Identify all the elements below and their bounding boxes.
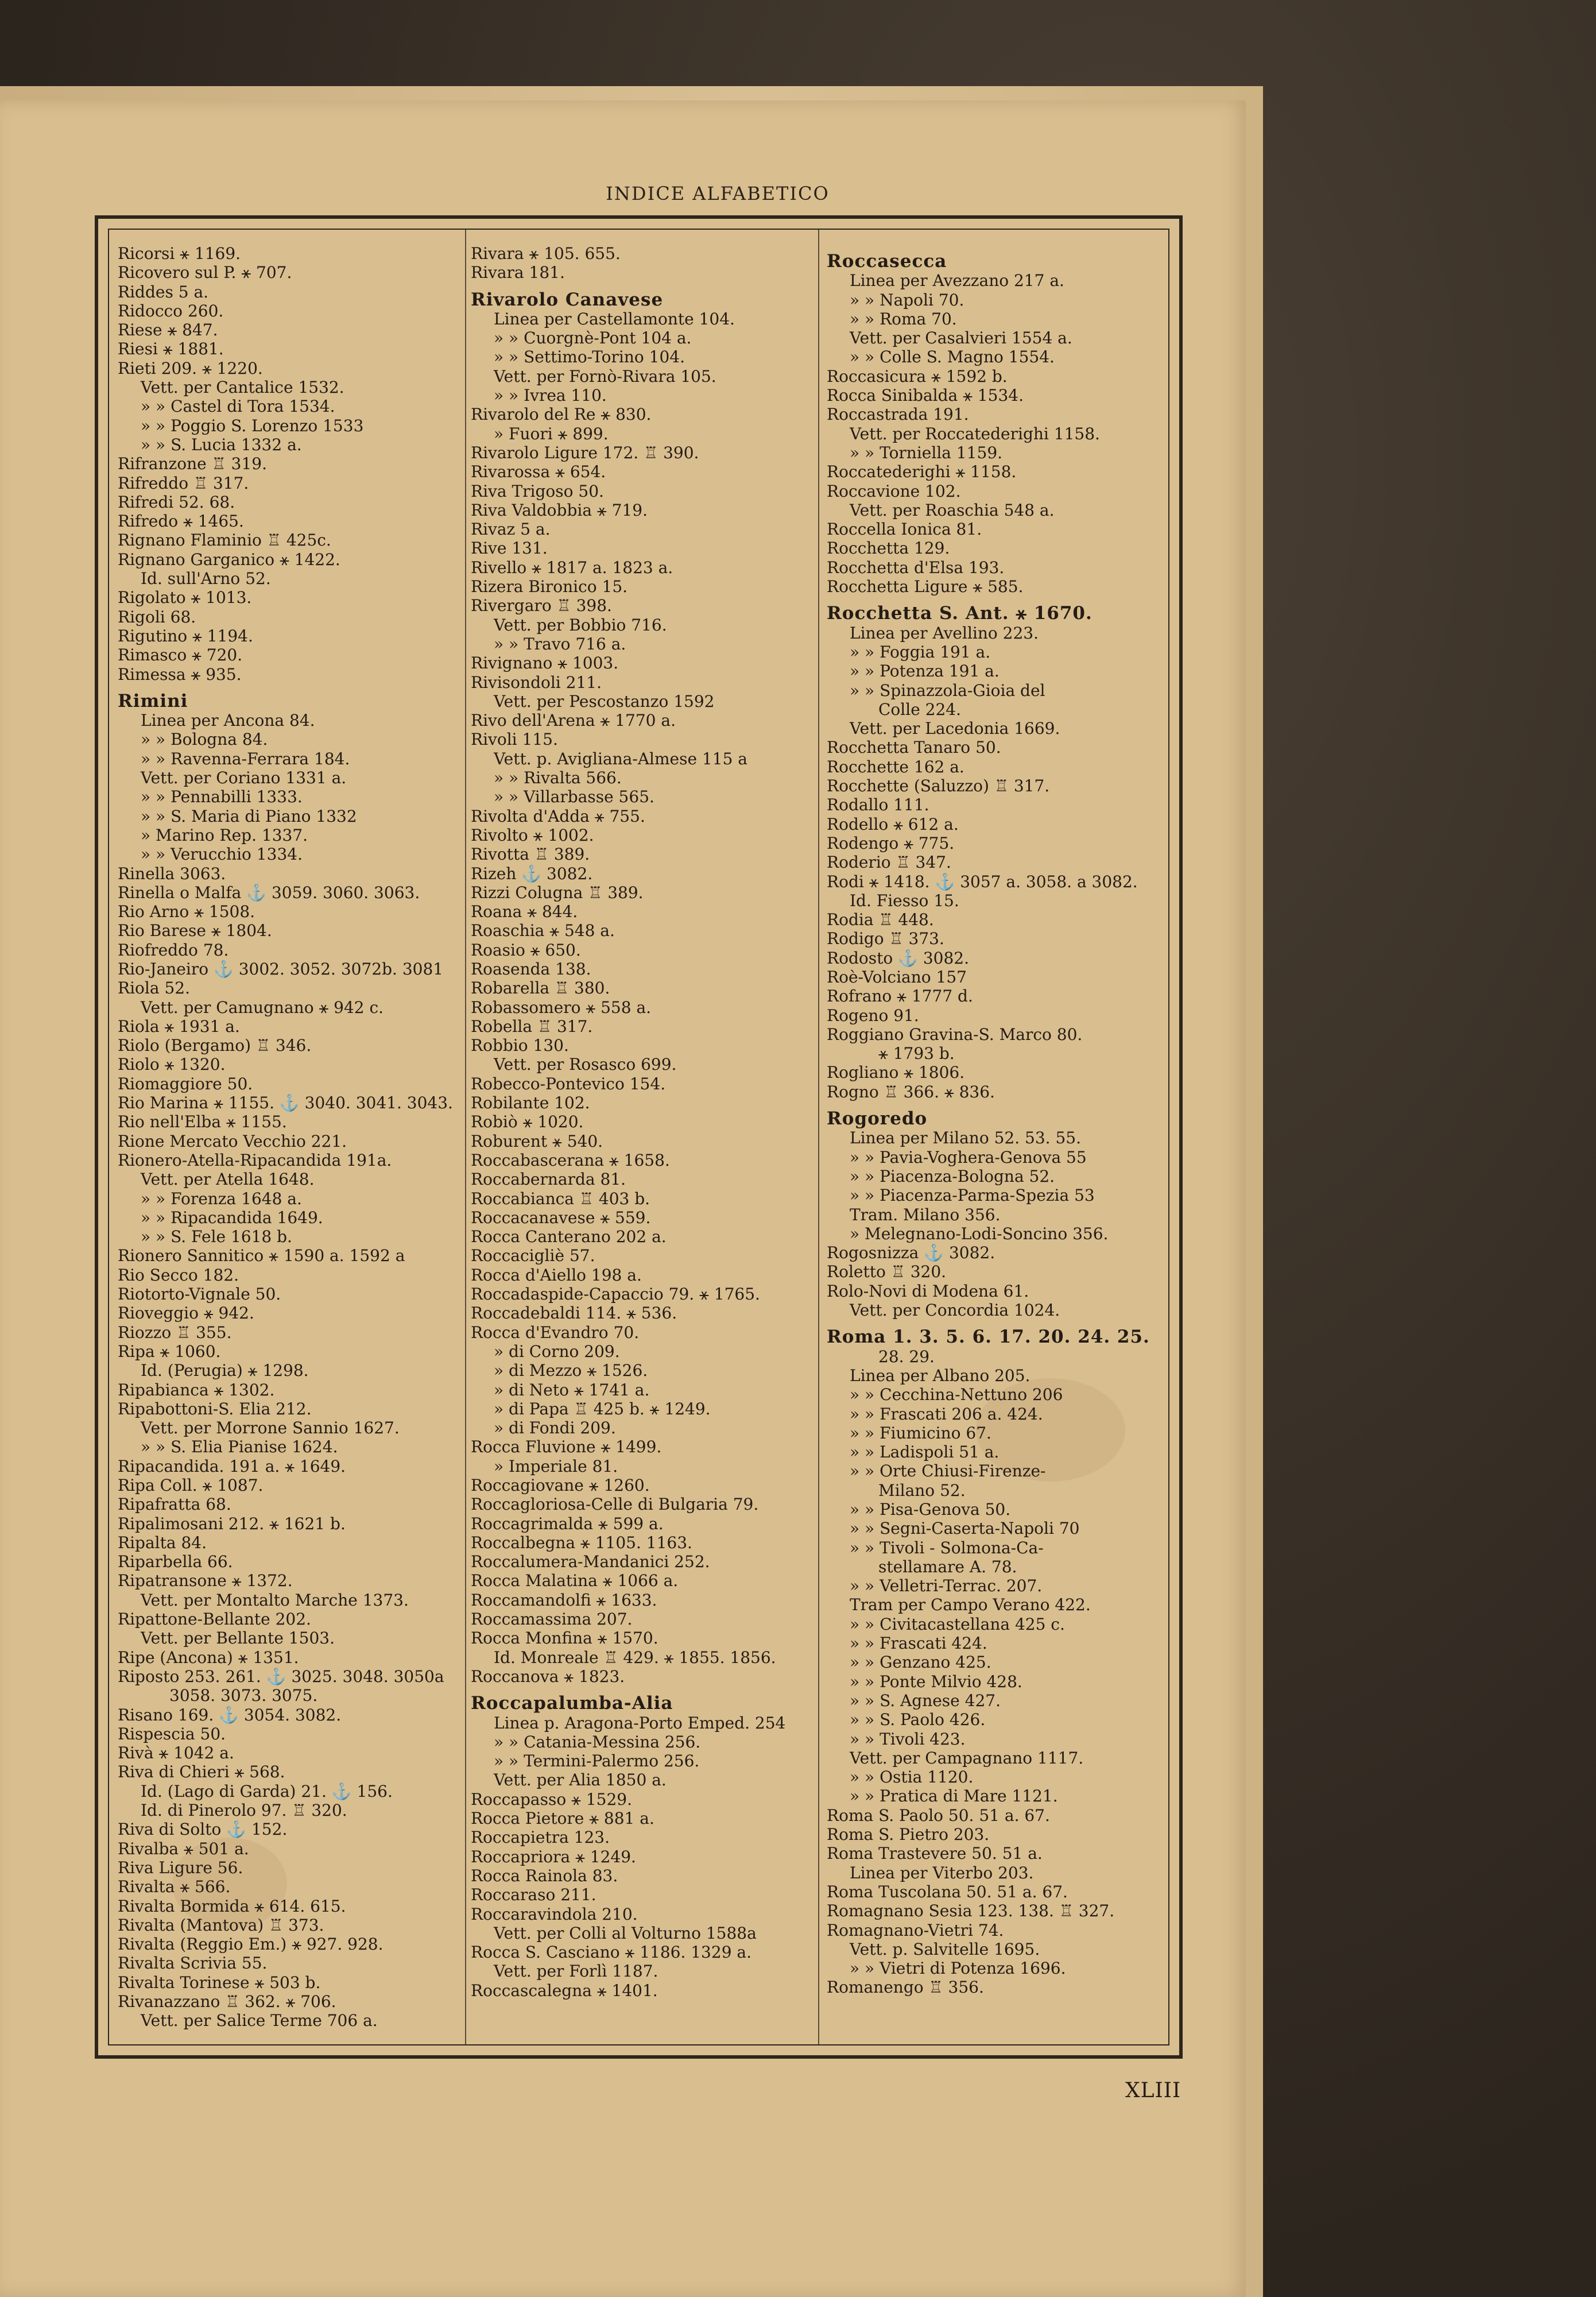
column-rule	[818, 230, 819, 2044]
index-entry: Vett. per Roccatederighi 1158.	[850, 424, 1100, 443]
index-entry: Riesi ⚹ 1881.	[118, 339, 224, 359]
index-entry: » » Napoli 70.	[850, 290, 964, 310]
index-entry: Rivaz 5 a.	[471, 520, 551, 539]
index-entry: Vett. per Bellante 1503.	[141, 1629, 335, 1648]
index-entry: Robbio 130.	[471, 1036, 569, 1055]
index-entry: Roccatederighi ⚹ 1158.	[827, 462, 1017, 482]
index-entry: ⚹ 1793 b.	[878, 1044, 955, 1064]
index-entry: Colle 224.	[878, 699, 962, 719]
index-entry: Rivergaro ♖ 398.	[471, 596, 612, 616]
index-entry: Rimessa ⚹ 935.	[118, 664, 242, 684]
index-entry: Rivalta Scrivia 55.	[118, 1954, 268, 1973]
index-entry: Ripabottoni-S. Elia 212.	[118, 1399, 312, 1418]
index-entry: Riparbella 66.	[118, 1552, 233, 1572]
index-entry: Rocca Canterano 202 a.	[471, 1227, 667, 1247]
index-entry: Rimini	[118, 691, 188, 711]
index-entry: Ripa Coll. ⚹ 1087.	[118, 1476, 264, 1495]
index-entry: Vett. per Cantalice 1532.	[141, 378, 344, 397]
index-entry: Linea per Milano 52. 53. 55.	[850, 1128, 1081, 1148]
index-entry: » » Civitacastellana 425 c.	[850, 1614, 1065, 1634]
index-entry: » » Ostia 1120.	[850, 1768, 974, 1787]
index-entry: » » Ladispoli 51 a.	[850, 1443, 1000, 1462]
index-entry: Roccapriora ⚹ 1249.	[471, 1847, 636, 1866]
index-entry: Vett. per Montalto Marche 1373.	[141, 1590, 409, 1610]
index-entry: » di Neto ⚹ 1741 a.	[494, 1380, 650, 1399]
index-entry: Rivello ⚹ 1817 a. 1823 a.	[471, 558, 673, 577]
index-column-2	[471, 244, 815, 2036]
index-entry: Milano 52.	[878, 1480, 966, 1500]
index-entry: » » Colle S. Magno 1554.	[850, 347, 1055, 367]
index-entry: Ripattone-Bellante 202.	[118, 1610, 311, 1629]
index-entry: Roma Tuscolana 50. 51 a. 67.	[827, 1882, 1068, 1901]
index-entry: » Melegnano-Lodi-Soncino 356.	[850, 1224, 1109, 1243]
index-entry: » » Frascati 424.	[850, 1634, 987, 1653]
index-entry: Roccagloriosa-Celle di Bulgaria 79.	[471, 1495, 759, 1514]
index-entry: Ricovero sul P. ⚹ 707.	[118, 263, 292, 283]
index-entry: Rigolato ⚹ 1013.	[118, 588, 252, 608]
index-entry: Rolo-Novi di Modena 61.	[827, 1281, 1029, 1301]
index-entry: Ridocco 260.	[118, 301, 224, 320]
index-entry: Roma 1. 3. 5. 6. 17. 20. 24. 25.	[827, 1328, 1150, 1347]
index-entry: Rione Mercato Vecchio 221.	[118, 1131, 347, 1151]
index-entry: Rizeh ⚓ 3082.	[471, 864, 593, 883]
index-column-1	[118, 244, 462, 2036]
index-entry: » » Castel di Tora 1534.	[141, 397, 335, 416]
index-entry: Rivarolo Ligure 172. ♖ 390.	[471, 443, 699, 462]
index-entry: Romagnano-Vietri 74.	[827, 1920, 1004, 1940]
index-entry: Rocchette 162 a.	[827, 757, 964, 776]
index-entry: » » Pisa-Genova 50.	[850, 1500, 1011, 1519]
index-entry: » » S. Elia Pianise 1624.	[141, 1437, 338, 1457]
index-entry: 3058. 3073. 3075.	[169, 1686, 318, 1706]
index-entry: Rocca Monfina ⚹ 1570.	[471, 1629, 658, 1648]
index-entry: » Fuori ⚹ 899.	[494, 424, 609, 443]
index-entry: Tram per Campo Verano 422.	[850, 1595, 1091, 1615]
index-entry: Riomaggiore 50.	[118, 1074, 253, 1093]
index-entry: Rodia ♖ 448.	[827, 910, 934, 930]
index-entry: Rio nell'Elba ⚹ 1155.	[118, 1112, 287, 1132]
index-entry: » » Villarbasse 565.	[494, 787, 654, 807]
index-entry: Rifredo ⚹ 1465.	[118, 512, 244, 531]
index-entry: Rocca Rainola 83.	[471, 1866, 618, 1885]
index-entry: » » Tivoli - Solmona-Ca-	[850, 1538, 1044, 1557]
index-entry: Roccapalumba-Alia	[471, 1694, 673, 1714]
index-entry: » » Cecchina-Nettuno 206	[850, 1385, 1063, 1405]
index-entry: Roana ⚹ 844.	[471, 902, 578, 922]
index-entry: » » Verucchio 1334.	[141, 845, 303, 864]
index-entry: Vett. per Camugnano ⚹ 942 c.	[141, 997, 384, 1017]
index-entry: Roccalbegna ⚹ 1105. 1163.	[471, 1533, 692, 1552]
index-entry: Linea per Albano 205.	[850, 1366, 1031, 1385]
index-entry: Rivarolo del Re ⚹ 830.	[471, 405, 652, 424]
index-entry: Linea per Ancona 84.	[141, 711, 315, 730]
index-entry: » » Ripacandida 1649.	[141, 1208, 323, 1227]
index-entry: Linea per Viterbo 203.	[850, 1863, 1034, 1882]
index-entry: Riolo (Bergamo) ♖ 346.	[118, 1036, 312, 1055]
index-entry: » » S. Paolo 426.	[850, 1710, 986, 1730]
index-entry: » » Torniella 1159.	[850, 443, 1003, 462]
index-entry: Vett. per Bobbio 716.	[494, 615, 667, 635]
index-entry: » » Velletri-Terrac. 207.	[850, 1576, 1043, 1596]
index-entry: Rizera Bironico 15.	[471, 577, 628, 597]
index-entry: Rimasco ⚹ 720.	[118, 645, 243, 665]
index-entry: Rocchetta S. Ant. ⚹ 1670.	[827, 604, 1093, 624]
index-entry: Rocca Sinibalda ⚹ 1534.	[827, 386, 1024, 405]
index-entry: » » S. Fele 1618 b.	[141, 1227, 292, 1247]
index-entry: » » Poggio S. Lorenzo 1533	[141, 416, 364, 435]
index-entry: Riva Valdobbia ⚹ 719.	[471, 500, 648, 520]
index-entry: Rioveggio ⚹ 942.	[118, 1304, 254, 1323]
index-entry: Rigutino ⚹ 1194.	[118, 626, 253, 645]
index-entry: Vett. per Atella 1648.	[141, 1170, 315, 1189]
index-entry: Rivignano ⚹ 1003.	[471, 653, 619, 673]
index-entry: » » S. Maria di Piano 1332	[141, 806, 357, 826]
index-entry: Vett. p. Salvitelle 1695.	[850, 1939, 1040, 1959]
index-entry: Rodigo ♖ 373.	[827, 929, 944, 949]
index-entry: » » Ravenna-Ferrara 184.	[141, 749, 350, 768]
index-entry: » » Orte Chiusi-Firenze-	[850, 1461, 1046, 1481]
index-entry: Rizzi Colugna ♖ 389.	[471, 883, 644, 902]
index-entry: Rivisondoli 211.	[471, 672, 602, 692]
index-entry: Id. di Pinerolo 97. ♖ 320.	[141, 1801, 347, 1820]
index-entry: Vett. per Casalvieri 1554 a.	[850, 328, 1072, 348]
index-entry: » » Genzano 425.	[850, 1653, 991, 1672]
index-entry: Roccacanavese ⚹ 559.	[471, 1208, 651, 1227]
index-entry: Id. Monreale ♖ 429. ⚹ 1855. 1856.	[494, 1648, 776, 1667]
index-entry: Rocchetta Ligure ⚹ 585.	[827, 577, 1024, 597]
index-entry: Linea per Castellamonte 104.	[494, 309, 735, 328]
index-entry: Roccaravindola 210.	[471, 1904, 638, 1924]
index-entry: Rivara ⚹ 105. 655.	[471, 244, 621, 263]
index-entry: Roccascalegna ⚹ 1401.	[471, 1981, 658, 2000]
index-entry: Riotorto-Vignale 50.	[118, 1285, 281, 1304]
index-entry: Rifreddo ♖ 317.	[118, 473, 249, 493]
index-entry: 28. 29.	[878, 1347, 935, 1366]
index-entry: Rignano Flaminio ♖ 425c.	[118, 531, 331, 550]
index-entry: Roaschia ⚹ 548 a.	[471, 921, 615, 941]
index-entry: Rocca d'Aiello 198 a.	[471, 1265, 642, 1285]
index-entry: Rio Arno ⚹ 1508.	[118, 902, 255, 922]
index-entry: Roccamandolfi ⚹ 1633.	[471, 1590, 657, 1610]
index-entry: Rivalba ⚹ 501 a.	[118, 1839, 249, 1858]
index-entry: Ripalta 84.	[118, 1533, 207, 1552]
index-entry: Roggiano Gravina-S. Marco 80.	[827, 1024, 1083, 1044]
index-entry: » » S. Agnese 427.	[850, 1691, 1001, 1710]
index-entry: Rivalta (Reggio Em.) ⚹ 927. 928.	[118, 1935, 383, 1954]
index-entry: » Marino Rep. 1337.	[141, 825, 308, 845]
index-entry: Ripafratta 68.	[118, 1495, 231, 1514]
index-entry: Riddes 5 a.	[118, 282, 209, 301]
index-entry: » » Pratica di Mare 1121.	[850, 1786, 1058, 1806]
index-entry: » di Fondi 209.	[494, 1418, 616, 1438]
index-entry: Linea per Avezzano 217 a.	[850, 271, 1064, 291]
index-entry: Rieti 209. ⚹ 1220.	[118, 358, 263, 378]
index-entry: Romanengo ♖ 356.	[827, 1978, 984, 1997]
index-entry: Vett. per Coriano 1331 a.	[141, 768, 347, 788]
index-entry: Rocca Malatina ⚹ 1066 a.	[471, 1571, 679, 1591]
index-entry: Rivolto ⚹ 1002.	[471, 825, 594, 845]
index-entry: Rio-Janeiro ⚓ 3002. 3052. 3072b. 3081	[118, 959, 444, 979]
index-entry: » » Foggia 191 a.	[850, 642, 991, 662]
index-entry: Rivoli 115.	[471, 730, 558, 749]
index-entry: Linea per Avellino 223.	[850, 623, 1039, 643]
index-entry: Id. (Lago di Garda) 21. ⚓ 156.	[141, 1781, 393, 1801]
index-entry: Vett. per Concordia 1024.	[850, 1301, 1060, 1320]
index-entry: » » Roma 70.	[850, 309, 957, 328]
index-entry: Riva di Chieri ⚹ 568.	[118, 1762, 285, 1782]
index-entry: Rocchetta 129.	[827, 539, 950, 558]
index-entry: » » Piacenza-Parma-Spezia 53	[850, 1186, 1095, 1205]
index-entry: Rigoli 68.	[118, 607, 196, 627]
index-entry: Rivotta ♖ 389.	[471, 845, 590, 864]
index-entry: Roccapietra 123.	[471, 1828, 610, 1847]
index-entry: Rogliano ⚹ 1806.	[827, 1063, 965, 1082]
index-entry: Riola ⚹ 1931 a.	[118, 1016, 240, 1036]
index-entry: Ripe (Ancona) ⚹ 1351.	[118, 1648, 299, 1667]
index-entry: Riozzo ♖ 355.	[118, 1322, 232, 1342]
index-entry: Id. Fiesso 15.	[850, 891, 959, 910]
index-entry: Roma S. Paolo 50. 51 a. 67.	[827, 1805, 1050, 1825]
index-entry: Rivarossa ⚹ 654.	[471, 462, 606, 482]
index-entry: Riva Trigoso 50.	[471, 481, 604, 501]
column-rule	[465, 230, 466, 2044]
index-entry: Rive 131.	[471, 539, 548, 558]
index-entry: » Imperiale 81.	[494, 1456, 618, 1476]
index-entry: Vett. per Salice Terme 706 a.	[141, 2011, 378, 2031]
index-entry: Riva Ligure 56.	[118, 1858, 243, 1877]
index-entry: » di Corno 209.	[494, 1341, 620, 1361]
index-entry: » » Tivoli 423.	[850, 1729, 966, 1749]
index-entry: Rionero Sannitico ⚹ 1590 a. 1592 a	[118, 1246, 405, 1266]
index-entry: » » Frascati 206 a. 424.	[850, 1404, 1043, 1424]
index-entry: Rofrano ⚹ 1777 d.	[827, 987, 973, 1006]
index-entry: Rivara 181.	[471, 263, 565, 283]
index-entry: Vett. p. Avigliana-Almese 115 a	[494, 749, 747, 768]
index-entry: » » Rivalta 566.	[494, 768, 622, 788]
index-entry: Riva di Solto ⚓ 152.	[118, 1820, 288, 1839]
index-entry: Vett. per Lacedonia 1669.	[850, 719, 1060, 738]
index-entry: » » Spinazzola-Gioia del	[850, 680, 1045, 700]
index-entry: Ripatransone ⚹ 1372.	[118, 1571, 293, 1591]
index-entry: Vett. per Pescostanzo 1592	[494, 691, 715, 711]
index-entry: Vett. per Forlì 1187.	[494, 1962, 658, 1981]
index-entry: Rocca Fluvione ⚹ 1499.	[471, 1437, 662, 1457]
index-entry: Roletto ♖ 320.	[827, 1262, 947, 1282]
index-entry: Ricorsi ⚹ 1169.	[118, 244, 241, 263]
index-entry: Rogeno 91.	[827, 1006, 919, 1025]
index-entry: » » Fiumicino 67.	[850, 1423, 991, 1443]
index-entry: Risano 169. ⚓ 3054. 3082.	[118, 1705, 342, 1724]
index-entry: Roccanova ⚹ 1823.	[471, 1666, 625, 1686]
index-entry: Rocchette (Saluzzo) ♖ 317.	[827, 776, 1050, 796]
index-entry: Vett. per Fornò-Rivara 105.	[494, 366, 716, 386]
index-entry: Ripacandida. 191 a. ⚹ 1649.	[118, 1456, 346, 1476]
index-entry: Vett. per Campagnano 1117.	[850, 1748, 1084, 1768]
index-entry: Rispescia 50.	[118, 1724, 226, 1743]
index-entry: Rivalta Bormida ⚹ 614. 615.	[118, 1896, 346, 1916]
index-entry: Rogoredo	[827, 1109, 928, 1129]
index-entry: Rodosto ⚓ 3082.	[827, 948, 970, 968]
index-entry: » di Papa ♖ 425 b. ⚹ 1249.	[494, 1399, 711, 1418]
index-entry: Linea p. Aragona-Porto Emped. 254	[494, 1713, 786, 1733]
index-entry: Riposto 253. 261. ⚓ 3025. 3048. 3050a	[118, 1666, 444, 1686]
index-entry: » » Ponte Milvio 428.	[850, 1672, 1022, 1691]
index-entry: » » Segni-Caserta-Napoli 70	[850, 1519, 1080, 1538]
index-entry: Roasio ⚹ 650.	[471, 940, 581, 960]
index-entry: » » Travo 716 a.	[494, 634, 626, 653]
index-entry: Roccabascerana ⚹ 1658.	[471, 1150, 670, 1170]
index-entry: Robarella ♖ 380.	[471, 979, 610, 998]
index-entry: Rodengo ⚹ 775.	[827, 833, 955, 853]
index-column-3	[827, 244, 1171, 2036]
page-heading: INDICE ALFABETICO	[606, 183, 830, 204]
index-entry: » » S. Lucia 1332 a.	[141, 435, 302, 454]
index-entry: Rio Secco 182.	[118, 1265, 239, 1285]
index-entry: Tram. Milano 356.	[850, 1205, 1001, 1224]
index-entry: Rodello ⚹ 612 a.	[827, 814, 959, 834]
index-entry: Rionero-Atella-Ripacandida 191a.	[118, 1150, 392, 1170]
index-entry: Id. (Perugia) ⚹ 1298.	[141, 1361, 309, 1380]
index-entry: Roccalumera-Mandanici 252.	[471, 1552, 710, 1572]
index-entry: Roccabernarda 81.	[471, 1170, 626, 1189]
index-entry: Rogno ♖ 366. ⚹ 836.	[827, 1082, 995, 1101]
index-entry: Rio Barese ⚹ 1804.	[118, 921, 272, 941]
index-entry: Rio Marina ⚹ 1155. ⚓ 3040. 3041. 3043.	[118, 1093, 453, 1113]
index-entry: Roccamassima 207.	[471, 1610, 633, 1629]
index-entry: Riofreddo 78.	[118, 940, 229, 960]
index-entry: » » Vietri di Potenza 1696.	[850, 1959, 1066, 1978]
index-entry: Roè-Volciano 157	[827, 967, 967, 987]
index-entry: Rocca S. Casciano ⚹ 1186. 1329 a.	[471, 1943, 751, 1962]
index-entry: Robiò ⚹ 1020.	[471, 1112, 584, 1132]
index-entry: Roccella Ionica 81.	[827, 520, 982, 539]
index-entry: Roccagrimalda ⚹ 599 a.	[471, 1514, 664, 1533]
index-entry: Robecco-Pontevico 154.	[471, 1074, 666, 1093]
index-entry: Rodi ⚹ 1418. ⚓ 3057 a. 3058. a 3082.	[827, 872, 1138, 891]
index-entry: » » Pennabilli 1333.	[141, 787, 303, 807]
index-entry: Romagnano Sesia 123. 138. ♖ 327.	[827, 1901, 1115, 1921]
index-entry: » » Ivrea 110.	[494, 386, 607, 405]
index-entry: Roccabianca ♖ 403 b.	[471, 1189, 650, 1208]
index-entry: Ripalimosani 212. ⚹ 1621 b.	[118, 1514, 346, 1533]
index-entry: Roccastrada 191.	[827, 405, 969, 424]
index-entry: Roccadebaldi 114. ⚹ 536.	[471, 1304, 677, 1323]
index-entry: Vett. per Alia 1850 a.	[494, 1770, 667, 1790]
index-entry: Roma S. Pietro 203.	[827, 1825, 990, 1844]
index-entry: Roccasicura ⚹ 1592 b.	[827, 366, 1008, 386]
index-entry: Rivalta Torinese ⚹ 503 b.	[118, 1973, 321, 1992]
index-entry: Roburent ⚹ 540.	[471, 1131, 603, 1151]
index-entry: » » Termini-Palermo 256.	[494, 1751, 700, 1771]
index-entry: Robella ♖ 317.	[471, 1016, 593, 1036]
index-entry: Rivà ⚹ 1042 a.	[118, 1743, 234, 1763]
index-entry: Roccaraso 211.	[471, 1885, 596, 1905]
index-entry: Vett. per Colli al Volturno 1588a	[494, 1923, 757, 1943]
index-entry: Riola 52.	[118, 979, 190, 998]
index-entry: » di Mezzo ⚹ 1526.	[494, 1361, 648, 1380]
index-entry: Rocca d'Evandro 70.	[471, 1322, 640, 1342]
index-entry: Rinella 3063.	[118, 864, 226, 883]
index-entry: Rocchetta Tanaro 50.	[827, 738, 1001, 757]
index-entry: Vett. per Rosasco 699.	[494, 1055, 677, 1074]
index-entry: Rodallo 111.	[827, 795, 929, 815]
index-entry: » » Pavia-Voghera-Genova 55	[850, 1147, 1087, 1167]
index-entry: Roderio ♖ 347.	[827, 853, 951, 872]
index-entry: Roasenda 138.	[471, 959, 591, 979]
index-entry: Rivarolo Canavese	[471, 290, 664, 310]
index-entry: Ripa ⚹ 1060.	[118, 1341, 221, 1361]
index-entry: Vett. per Morrone Sannio 1627.	[141, 1418, 400, 1438]
index-entry: Rogosnizza ⚓ 3082.	[827, 1243, 995, 1263]
index-entry: Roccavione 102.	[827, 481, 961, 501]
index-entry: Rivalta ⚹ 566.	[118, 1877, 231, 1897]
index-entry: Robilante 102.	[471, 1093, 590, 1113]
index-entry: Rinella o Malfa ⚓ 3059. 3060. 3063.	[118, 883, 420, 902]
index-entry: Rivanazzano ♖ 362. ⚹ 706.	[118, 1992, 336, 2012]
index-entry: » » Cuorgnè-Pont 104 a.	[494, 328, 692, 348]
index-entry: Roccadaspide-Capaccio 79. ⚹ 1765.	[471, 1285, 760, 1304]
index-entry: stellamare A. 78.	[878, 1557, 1017, 1576]
index-entry: » » Settimo-Torino 104.	[494, 347, 685, 367]
index-entry: Riese ⚹ 847.	[118, 320, 218, 340]
index-entry: Rifredi 52. 68.	[118, 492, 235, 512]
index-entry: Rocca Pietore ⚹ 881 a.	[471, 1809, 654, 1828]
index-entry: Rignano Garganico ⚹ 1422.	[118, 550, 340, 569]
index-entry: » » Forenza 1648 a.	[141, 1189, 302, 1208]
index-entry: Rivalta (Mantova) ♖ 373.	[118, 1915, 324, 1935]
page-number: XLIII	[1125, 2079, 1181, 2102]
index-entry: Id. sull'Arno 52.	[141, 569, 271, 589]
index-entry: Robassomero ⚹ 558 a.	[471, 997, 652, 1017]
index-entry: Ripabianca ⚹ 1302.	[118, 1380, 275, 1399]
index-entry: » » Piacenza-Bologna 52.	[850, 1166, 1055, 1186]
index-entry: Rifranzone ♖ 319.	[118, 454, 267, 474]
index-entry: Roccasecca	[827, 252, 947, 272]
index-entry: Roma Trastevere 50. 51 a.	[827, 1844, 1043, 1863]
index-entry: Rivo dell'Arena ⚹ 1770 a.	[471, 711, 676, 730]
index-entry: » » Catania-Messina 256.	[494, 1732, 701, 1751]
index-entry: Rocchetta d'Elsa 193.	[827, 558, 1005, 577]
index-entry: » » Potenza 191 a.	[850, 662, 1000, 681]
index-entry: » » Bologna 84.	[141, 730, 268, 749]
index-entry: Roccacigliè 57.	[471, 1246, 595, 1266]
index-entry: Vett. per Roaschia 548 a.	[850, 500, 1055, 520]
index-entry: Rivolta d'Adda ⚹ 755.	[471, 806, 645, 826]
index-entry: Roccagiovane ⚹ 1260.	[471, 1476, 650, 1495]
index-entry: Roccapasso ⚹ 1529.	[471, 1789, 632, 1809]
index-entry: Riolo ⚹ 1320.	[118, 1055, 226, 1074]
